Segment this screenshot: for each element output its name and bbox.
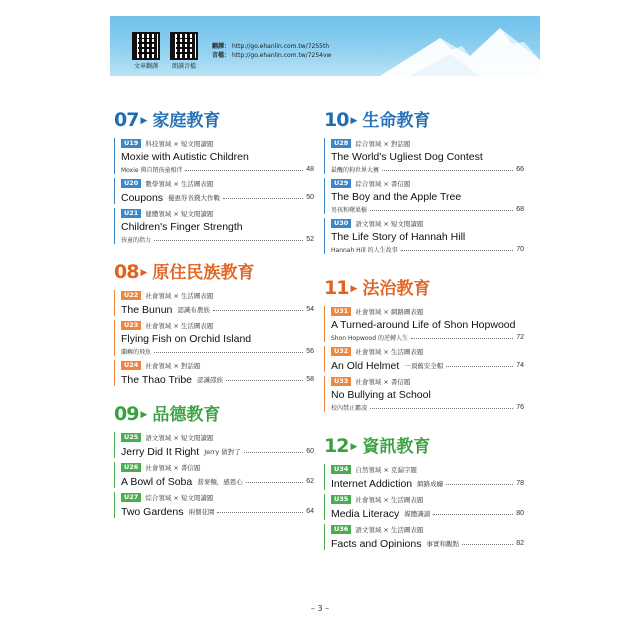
toc-entry[interactable]	[114, 492, 314, 518]
section-heading	[114, 258, 314, 290]
toc-entry[interactable]	[114, 462, 314, 488]
entry-tag-row	[331, 306, 524, 317]
entry-title[interactable]: Moxie with Autistic Children	[121, 151, 249, 163]
entry-subtitle: 校內禁止霸凌	[331, 404, 368, 412]
entry-subtitle: Shon Hopwood 的逆轉人生	[331, 334, 408, 342]
leader-dots	[382, 170, 513, 171]
entry-category: 數學領域 × 生活圖表題	[145, 180, 214, 188]
entry-subtitle-row	[331, 164, 524, 174]
qr-code-icon	[170, 32, 198, 60]
section-08	[114, 258, 314, 386]
entry-page[interactable]: 74	[516, 362, 524, 369]
toc-entry[interactable]	[324, 524, 524, 550]
url-label: 翻譯：	[212, 43, 231, 50]
toc-entry[interactable]	[114, 432, 314, 458]
entry-title[interactable]: Media Literacy	[331, 507, 400, 520]
entry-subtitle: 孩童的指力	[121, 236, 152, 244]
toc-entry[interactable]	[324, 178, 524, 214]
entry-category: 社會領域 × 書信題	[355, 378, 411, 386]
triangle-icon: ▶	[140, 116, 148, 126]
section-heading	[114, 400, 314, 432]
unit-badge: U25	[121, 433, 141, 442]
url-link[interactable]: http://go.ehanlin.com.tw/7254vw	[232, 52, 332, 59]
entry-subtitle-row	[121, 234, 314, 244]
entry-category: 自然領域 × 克漏字題	[355, 466, 417, 474]
entry-subtitle-row	[331, 204, 524, 214]
entry-subtitle: Hannah Hill 的人生故事	[331, 246, 398, 254]
entry-tag-row	[121, 492, 314, 503]
unit-badge: U27	[121, 493, 141, 502]
leader-dots	[185, 170, 303, 171]
entry-subtitle: 蘭嶼的飛魚	[121, 348, 152, 356]
section-10	[324, 106, 524, 254]
entry-title-row	[121, 303, 314, 316]
entry-tag-row	[331, 346, 524, 357]
unit-badge: U35	[331, 495, 351, 504]
unit-badge: U34	[331, 465, 351, 474]
entry-category: 社會領域 × 生活圖表題	[355, 348, 424, 356]
section-title: 家庭教育	[152, 111, 221, 131]
toc-entry[interactable]	[324, 494, 524, 520]
section-number: 10	[324, 109, 349, 131]
entry-tag-row	[121, 178, 314, 189]
section-number: 09	[114, 403, 139, 425]
entry-page[interactable]: 58	[306, 376, 314, 383]
entry-page[interactable]: 80	[516, 510, 524, 517]
page-number: – 3 –	[310, 604, 330, 613]
entry-category: 綜合領域 × 短文閱讀題	[145, 494, 214, 502]
entry-page[interactable]: 66	[516, 165, 524, 173]
unit-badge: U30	[331, 219, 351, 228]
leader-dots	[462, 544, 513, 545]
entry-subtitle: 網路成癮	[417, 480, 444, 488]
leader-dots	[226, 380, 303, 381]
entry-page[interactable]: 54	[306, 306, 314, 313]
leader-dots	[223, 198, 303, 199]
entry-subtitle: 最醜的狗世界大賽	[331, 166, 380, 174]
entry-title[interactable]: A Turned-around Life of Shon Hopwood	[331, 319, 516, 331]
toc-entry[interactable]	[114, 178, 314, 204]
entry-page[interactable]: 62	[306, 478, 314, 485]
entry-subtitle: 事實和觀點	[426, 540, 459, 548]
entry-category: 語文領域 × 生活圖表題	[355, 526, 424, 534]
entry-title[interactable]: No Bullying at School	[331, 389, 431, 401]
section-12	[324, 432, 524, 550]
unit-badge: U28	[331, 139, 351, 148]
section-number: 11	[324, 277, 349, 299]
unit-badge: U31	[331, 307, 351, 316]
unit-badge: U23	[121, 321, 141, 330]
entry-title[interactable]: The Thao Tribe	[121, 373, 193, 386]
entry-subtitle-row	[121, 164, 314, 174]
entry-tag-row	[121, 290, 314, 301]
section-title: 資訊教育	[362, 437, 431, 457]
toc-entry[interactable]	[114, 138, 314, 174]
entry-subtitle: 兩個花園	[188, 508, 215, 516]
entry-page[interactable]: 82	[516, 540, 524, 547]
qr-translation[interactable]	[132, 32, 160, 70]
entry-tag-row	[331, 178, 524, 189]
leader-dots	[244, 452, 303, 453]
entry-category: 語文領域 × 短文閱讀題	[355, 220, 424, 228]
leader-dots	[401, 250, 514, 251]
leader-dots	[154, 352, 303, 353]
triangle-icon: ▶	[140, 410, 148, 420]
entry-category: 社會領域 × 書信題	[145, 464, 201, 472]
toc-entry[interactable]	[114, 320, 314, 356]
entry-title[interactable]: Coupons	[121, 191, 164, 204]
section-heading	[114, 106, 314, 138]
entry-page[interactable]: 52	[306, 235, 314, 243]
entry-title[interactable]: An Old Helmet	[331, 359, 400, 372]
section-09	[114, 400, 314, 518]
entry-category: 社會領域 × 生活圖表題	[145, 292, 214, 300]
entry-subtitle: 男孩和蘋果樹	[331, 206, 368, 214]
entry-subtitle-row	[121, 346, 314, 356]
entry-title[interactable]: The Life Story of Hannah Hill	[331, 231, 466, 243]
unit-badge: U36	[331, 525, 351, 534]
section-number: 08	[114, 261, 139, 283]
toc-entry[interactable]	[324, 376, 524, 412]
section-heading	[324, 274, 524, 306]
entry-subtitle: Moxie 與自閉孩童相伴	[121, 166, 183, 174]
toc-entry[interactable]	[114, 208, 314, 244]
unit-badge: U21	[121, 209, 141, 218]
entry-title-row	[331, 359, 524, 372]
entry-tag-row	[121, 360, 314, 371]
entry-page[interactable]: 60	[306, 448, 314, 455]
entry-category: 綜合領域 × 書信題	[355, 180, 411, 188]
qr-code-icon	[132, 32, 160, 60]
section-heading	[324, 432, 524, 464]
url-list	[212, 42, 331, 60]
entry-tag-row	[331, 494, 524, 505]
unit-badge: U22	[121, 291, 141, 300]
qr-audio[interactable]	[170, 32, 198, 70]
entry-category: 社會領域 × 網路圖表題	[355, 308, 424, 316]
section-title: 品德教育	[152, 405, 221, 425]
qr-caption: 朗讀音檔	[171, 63, 196, 70]
entry-tag-row	[121, 320, 314, 331]
entry-subtitle: 認識布農族	[177, 306, 210, 314]
leader-dots	[154, 240, 303, 241]
entry-tag-row	[121, 208, 314, 219]
entry-title[interactable]: Flying Fish on Orchid Island	[121, 333, 252, 345]
section-heading	[324, 106, 524, 138]
entry-tag-row	[331, 464, 524, 475]
entry-tag-row	[331, 376, 524, 387]
leader-dots	[411, 338, 513, 339]
triangle-icon: ▶	[350, 442, 358, 452]
entry-title[interactable]: Children's Finger Strength	[121, 221, 243, 233]
leader-dots	[446, 484, 513, 485]
entry-tag-row	[331, 524, 524, 535]
section-title: 法治教育	[362, 279, 431, 299]
entry-category: 語文領域 × 短文閱讀題	[145, 434, 214, 442]
entry-subtitle: 蕎麥麵，感恩心	[197, 478, 243, 486]
leader-dots	[370, 210, 513, 211]
unit-badge: U26	[121, 463, 141, 472]
entry-category: 社會領域 × 生活圖表題	[145, 322, 214, 330]
entry-subtitle-row	[331, 402, 524, 412]
entry-subtitle: 一頂舊安全帽	[404, 362, 444, 370]
entry-title[interactable]: The World's Ugliest Dog Contest	[331, 151, 483, 163]
entry-tag-row	[121, 432, 314, 443]
triangle-icon: ▶	[350, 116, 358, 126]
toc-entry[interactable]	[324, 346, 524, 372]
qr-caption: 文章翻譯	[133, 63, 158, 70]
entry-category: 健體領域 × 短文閱讀題	[145, 210, 214, 218]
leader-dots	[370, 408, 513, 409]
entry-subtitle: 優惠券省錢大作戰	[168, 194, 221, 202]
entry-category: 社會領域 × 對話題	[145, 362, 201, 370]
unit-badge: U29	[331, 179, 351, 188]
entry-title-row	[121, 373, 314, 386]
url-label: 音檔：	[212, 52, 231, 59]
unit-badge: U20	[121, 179, 141, 188]
header-band	[110, 16, 540, 76]
unit-badge: U19	[121, 139, 141, 148]
entry-title[interactable]: Internet Addiction	[331, 477, 413, 490]
section-number: 12	[324, 435, 349, 457]
unit-badge: U32	[331, 347, 351, 356]
url-link[interactable]: http://go.ehanlin.com.tw/7255th	[232, 43, 330, 50]
entry-category: 綜合領域 × 對話題	[355, 140, 411, 148]
url-row[interactable]	[212, 51, 331, 60]
triangle-icon: ▶	[350, 284, 358, 294]
entry-page[interactable]: 50	[306, 194, 314, 201]
section-number: 07	[114, 109, 139, 131]
leader-dots	[213, 310, 303, 311]
unit-badge: U24	[121, 361, 141, 370]
entry-tag-row	[331, 218, 524, 229]
entry-page[interactable]: 72	[516, 333, 524, 341]
triangle-icon: ▶	[140, 268, 148, 278]
section-title: 生命教育	[362, 111, 431, 131]
toc-entry[interactable]	[324, 464, 524, 490]
entry-title[interactable]: Facts and Opinions	[331, 537, 422, 550]
entry-tag-row	[121, 462, 314, 473]
entry-tag-row	[121, 138, 314, 149]
entry-title-row	[121, 445, 314, 458]
entry-page[interactable]: 70	[516, 245, 524, 253]
unit-badge: U33	[331, 377, 351, 386]
entry-title[interactable]: The Boy and the Apple Tree	[331, 191, 462, 203]
entry-title[interactable]: The Bunun	[121, 303, 173, 316]
entry-tag-row	[331, 138, 524, 149]
toc-entry[interactable]	[114, 360, 314, 386]
entry-title-row	[331, 477, 524, 490]
entry-title-row	[331, 507, 524, 520]
entry-page[interactable]: 48	[306, 165, 314, 173]
entry-title[interactable]: Jerry Did It Right	[121, 445, 200, 458]
entry-page[interactable]: 78	[516, 480, 524, 487]
entry-title-row	[121, 475, 314, 488]
toc-entry[interactable]	[324, 218, 524, 254]
toc-entry[interactable]	[114, 290, 314, 316]
section-11	[324, 274, 524, 412]
leader-dots	[246, 482, 303, 483]
entry-subtitle: 認識邵族	[197, 376, 224, 384]
entry-page[interactable]: 64	[306, 508, 314, 515]
entry-page[interactable]: 68	[516, 205, 524, 213]
toc-entry[interactable]	[324, 306, 524, 342]
entry-category: 科技領域 × 短文閱讀題	[145, 140, 214, 148]
entry-subtitle-row	[331, 332, 524, 342]
entry-category: 社會領域 × 生活圖表題	[355, 496, 424, 504]
leader-dots	[217, 512, 303, 513]
leader-dots	[446, 366, 513, 367]
toc-page	[90, 14, 550, 624]
entry-subtitle-row	[331, 244, 524, 254]
toc-entry[interactable]	[324, 138, 524, 174]
url-row[interactable]	[212, 42, 331, 51]
entry-subtitle: 媒體識讀	[404, 510, 431, 518]
entry-title-row	[331, 537, 524, 550]
section-title: 原住民族教育	[152, 263, 255, 283]
right-column	[324, 106, 524, 554]
entry-page[interactable]: 56	[306, 347, 314, 355]
entry-subtitle: Jerry 做對了	[204, 448, 241, 456]
section-07	[114, 106, 314, 244]
left-column	[114, 106, 314, 522]
leader-dots	[433, 514, 513, 515]
entry-title[interactable]: Two Gardens	[121, 505, 184, 518]
entry-page[interactable]: 76	[516, 403, 524, 411]
entry-title-row	[121, 191, 314, 204]
entry-title-row	[121, 505, 314, 518]
entry-title[interactable]: A Bowl of Soba	[121, 475, 193, 488]
